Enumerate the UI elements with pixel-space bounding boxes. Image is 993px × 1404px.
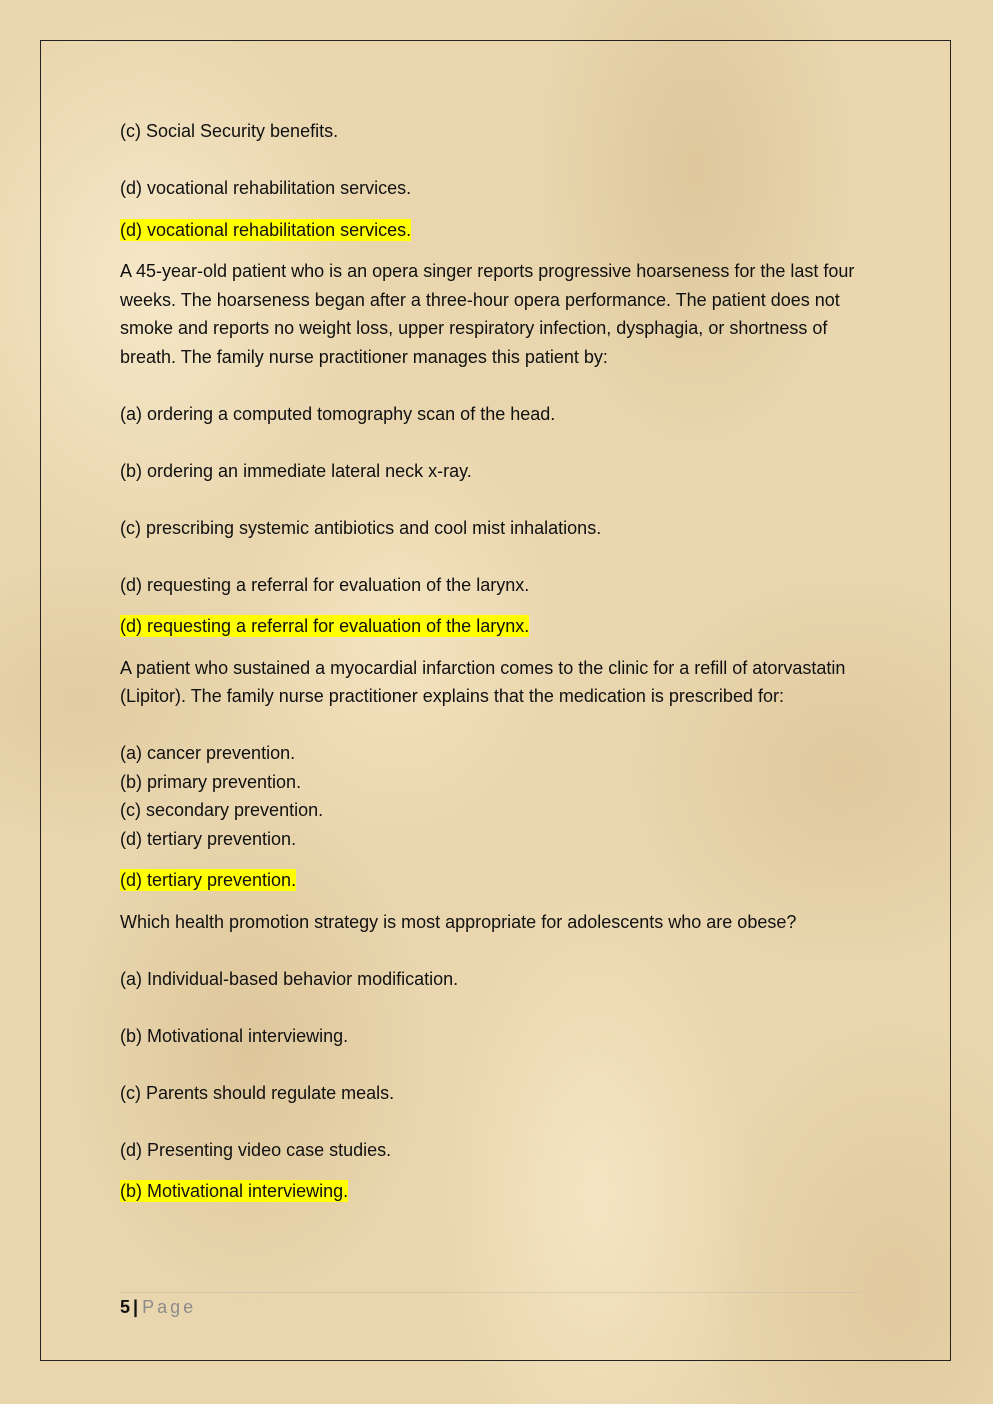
q3-answer <box>120 866 880 895</box>
q3-option-a: (a) cancer prevention. <box>120 743 296 763</box>
q3-question: A patient who sustained a myocardial infarction comes to the clinic for a refill of atorvastatin (Lipitor). The family nurse practitioner explains that the medication is prescribed for: <box>120 657 846 706</box>
q3-option-d: (d) tertiary prevention. <box>120 828 297 849</box>
q4-option-a: (a) Individual-based behavior modification. <box>120 968 459 989</box>
q4-answer-highlight: (b) Motivational interviewing. <box>120 1181 349 1201</box>
q2-option-a: (a) ordering a computed tomography scan of the head. <box>120 403 556 424</box>
page-label: Page <box>142 1297 197 1317</box>
q2-question: A 45-year-old patient who is an opera singer reports progressive hoarseness for the last four weeks. The hoarseness began after a three-hour opera performance. The patient does not smoke and reports no weight loss, upper respiratory infection, dysphagia, or shortness of breath. The family nurse practitioner manages this patient by: <box>120 261 855 367</box>
q4-question: Which health promotion strategy is most appropriate for adolescents who are obese? <box>120 911 797 932</box>
q1-option-d: (d) vocational rehabilitation services. <box>120 178 412 198</box>
q2-answer <box>120 612 880 641</box>
footer-divider <box>120 1292 860 1293</box>
q3-option-b: (b) primary prevention. <box>120 771 302 792</box>
q2-option-c: (c) prescribing systemic antibiotics and cool mist inhalations. <box>120 517 602 538</box>
page-footer <box>120 1293 196 1321</box>
q4-option-b: (b) Motivational interviewing. <box>120 1025 349 1046</box>
q4-answer <box>120 1177 880 1206</box>
page-number: 5 <box>120 1297 131 1317</box>
q3-answer-highlight: (d) tertiary prevention. <box>120 870 297 890</box>
q4-option-d: (d) Presenting video case studies. <box>120 1139 392 1160</box>
q1-answer-highlight: (d) vocational rehabilitation services. <box>120 219 412 240</box>
document-body <box>120 117 880 1206</box>
q3-option-c: (c) secondary prevention. <box>120 800 324 820</box>
q2-option-b: (b) ordering an immediate lateral neck x-ray. <box>120 460 472 481</box>
q1-option-c: (c) Social Security benefits. <box>120 121 339 141</box>
footer-separator: | <box>133 1297 139 1317</box>
q2-answer-highlight: (d) requesting a referral for evaluation of the larynx. <box>120 616 530 636</box>
q1-answer <box>120 216 880 245</box>
q2-option-d: (d) requesting a referral for evaluation of the larynx. <box>120 574 530 595</box>
q4-option-c: (c) Parents should regulate meals. <box>120 1082 395 1103</box>
